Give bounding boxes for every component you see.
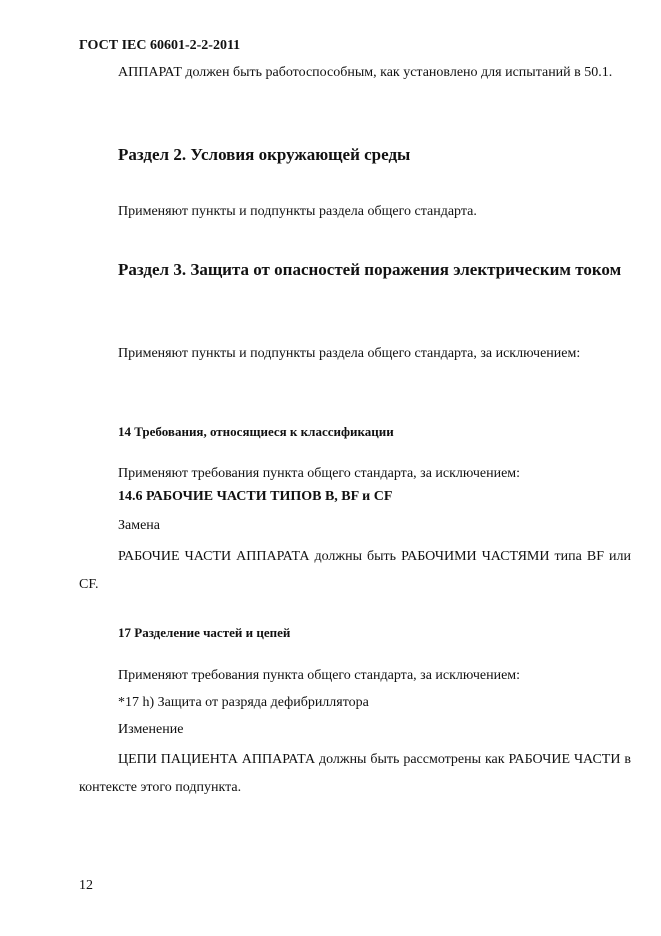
section-3-title: Раздел 3. Защита от опасностей поражения электрическим током (118, 260, 622, 279)
page-number: 12 (79, 878, 93, 893)
change-label: Изменение (118, 722, 184, 737)
document-header: ГОСТ IEC 60601-2-2-2011 (79, 38, 241, 53)
clause-17-title: 17 Разделение частей и цепей (118, 625, 291, 640)
replacement-label: Замена (118, 518, 161, 533)
section-2-title: Раздел 2. Условия окружающей среды (118, 145, 411, 164)
paragraph-section-3: Применяют пункты и подпункты раздела общего стандарта, за исключением: (118, 346, 581, 361)
paragraph-apparatus: АППАРАТ должен быть работоспособным, как установлено для испытаний в 50.1. (118, 65, 613, 80)
clause-14-title: 14 Требования, относящиеся к классификации (118, 424, 394, 439)
paragraph-section-2: Применяют пункты и подпункты раздела общего стандарта. (118, 204, 477, 219)
clause-17h-title: *17 h) Защита от разряда дефибриллятора (118, 695, 369, 710)
paragraph-patient-circuits: ЦЕПИ ПАЦИЕНТА АППАРАТА должны быть рассмотрены как РАБОЧИЕ ЧАСТИ в контексте этого подпункта. (79, 752, 631, 795)
paragraph-clause-17: Применяют требования пункта общего стандарта, за исключением: (118, 668, 521, 683)
clause-14-6-title: 14.6 РАБОЧИЕ ЧАСТИ ТИПОВ B, BF и CF (118, 489, 393, 504)
paragraph-clause-14: Применяют требования пункта общего стандарта, за исключением: (118, 466, 521, 481)
paragraph-applied-parts: РАБОЧИЕ ЧАСТИ АППАРАТА должны быть РАБОЧИМИ ЧАСТЯМИ типа BF или CF. (79, 549, 631, 592)
